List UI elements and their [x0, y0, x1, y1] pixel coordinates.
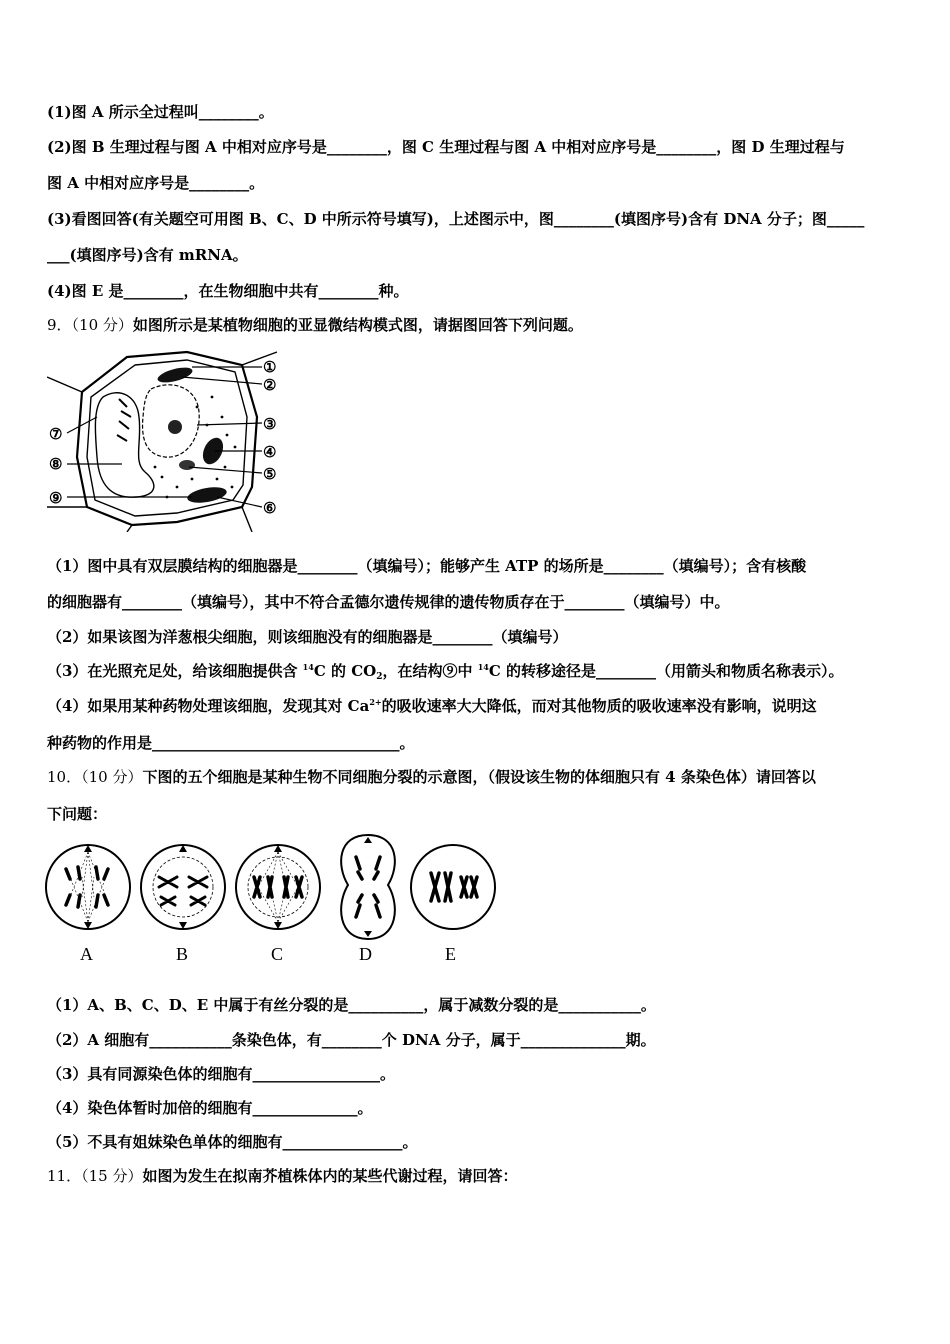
q9-part4-line1: （4）如果用某种药物处理该细胞，发现其对 $Ca^{2+}$的吸收速率大大降低，而对其他物质的吸收速率没有影响，说明这	[47, 697, 817, 715]
q11-stem: 11．（15 分）如图为发生在拟南芥植株体内的某些代谢过程，请回答：	[47, 1167, 518, 1185]
label-1: ①	[263, 360, 277, 376]
cell-d	[341, 835, 395, 939]
label-2: ②	[263, 378, 277, 394]
cell-a	[46, 845, 130, 929]
q11-points: （15 分）	[81, 1167, 143, 1185]
cell-label-b: B	[176, 944, 189, 964]
plant-cell-diagram	[47, 347, 287, 532]
cell-division-diagrams	[40, 830, 510, 970]
cell-b	[141, 845, 225, 929]
label-4: ④	[263, 445, 277, 461]
q9-points: （10 分）	[71, 316, 133, 334]
q9-stem	[47, 315, 583, 335]
q10-part4: （4）染色体暂时加倍的细胞有______________。	[47, 1099, 373, 1117]
q10-part5: （5）不具有姐妹染色单体的细胞有________________。	[47, 1133, 418, 1151]
q9-number: 9．	[47, 316, 72, 334]
chloroplast-top	[156, 365, 194, 386]
q9-part1-line2: 的细胞器有________（填编号），其中不符合孟德尔遗传规律的遗传物质存在于________（填编号）中。	[47, 593, 730, 611]
q9-part4-line2: 种药物的作用是_________________________________。	[47, 734, 415, 752]
q8-part2-line2: 图 A 中相对应序号是________。	[47, 174, 265, 192]
cell-label-d: D	[359, 944, 372, 964]
q8-part4: (4)图 E 是________，在生物细胞中共有________种。	[47, 282, 409, 300]
q8-part3-line1: (3)看图回答(有关题空可用图 B、C、D 中所示符号填写)，上述图示中，图________(填图序号)含有 DNA 分子；图_____	[47, 210, 865, 228]
q10-part1: （1）A、B、C、D、E 中属于有丝分裂的是__________，属于减数分裂的是___________。	[47, 996, 656, 1014]
q11-number: 11．	[47, 1167, 82, 1185]
label-9: ⑨	[49, 491, 63, 507]
q10-part3: （3）具有同源染色体的细胞有_________________。	[47, 1065, 395, 1083]
label-8: ⑧	[49, 457, 63, 473]
q9-part1-line1: （1）图中具有双层膜结构的细胞器是________（填编号）；能够产生 ATP 的场所是________（填编号）；含有核酸	[47, 557, 807, 575]
golgi	[179, 460, 195, 470]
q8-part3-line2: ___(填图序号)含有 mRNA。	[47, 246, 248, 264]
q9-part2: （2）如果该图为洋葱根尖细胞，则该细胞没有的细胞器是________（填编号）	[47, 628, 568, 646]
label-3: ③	[263, 417, 277, 433]
cell-c	[236, 845, 320, 929]
nucleus	[143, 385, 200, 457]
label-5: ⑤	[263, 467, 277, 483]
cell-label-a: A	[80, 944, 93, 964]
label-7: ⑦	[49, 427, 63, 443]
q8-part2-line1: (2)图 B 生理过程与图 A 中相对应序号是________，图 C 生理过程与图 A 中相对应序号是________，图 D 生理过程与	[47, 138, 845, 156]
q10-number: 10．	[47, 768, 82, 786]
q10-points: （10 分）	[81, 768, 143, 786]
label-6: ⑥	[263, 501, 277, 517]
cell-label-e: E	[445, 944, 456, 964]
cell-label-c: C	[271, 944, 284, 964]
q8-part1: (1)图 A 所示全过程叫________。	[47, 103, 274, 121]
q9-part3: （3）在光照充足处，给该细胞提供含 $^{14}$C 的 $CO_2$，在结构⑨中 $^{14}$C 的转移途径是________（用箭头和物质名称表示）。	[47, 662, 844, 682]
ribosome-dots	[154, 396, 237, 499]
nucleolus	[168, 420, 182, 434]
q10-stem-line1: 10．（10 分）下图的五个细胞是某种生物不同细胞分裂的示意图，（假设该生物的体细胞只有 4 条染色体）请回答以	[47, 768, 816, 786]
q9-stem-text: 如图所示是某植物细胞的亚显微结构模式图，请据图回答下列问题。	[132, 316, 583, 334]
cell-e	[411, 845, 495, 929]
q10-stem-line2: 下问题：	[47, 805, 108, 823]
vacuole	[95, 393, 153, 497]
q10-part2: （2）A 细胞有___________条染色体，有________个 DNA 分子，属于______________期。	[47, 1031, 656, 1049]
